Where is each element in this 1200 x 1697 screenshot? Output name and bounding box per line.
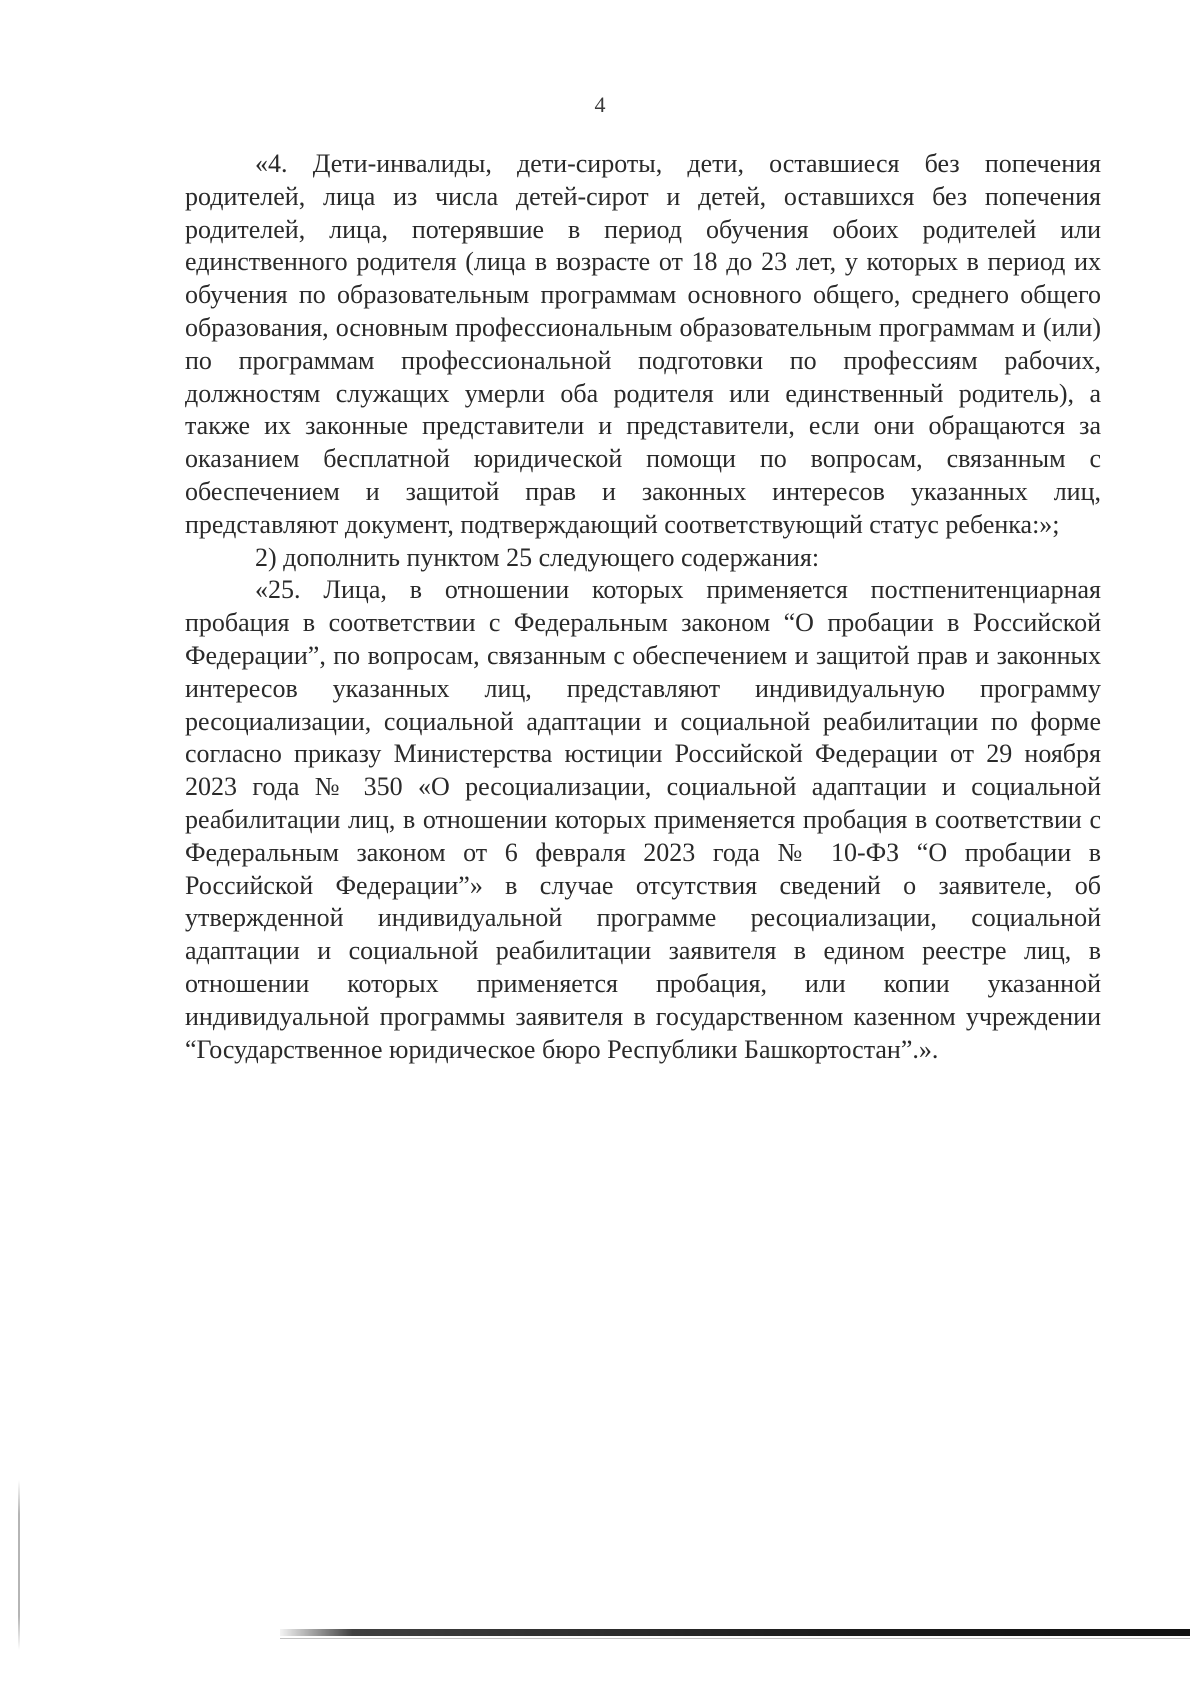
scan-edge-bottom-mark	[280, 1629, 1190, 1636]
scan-edge-left-mark	[18, 1480, 20, 1650]
scan-edge-bottom-line	[280, 1638, 1190, 1639]
document-body	[185, 148, 1101, 1066]
paragraph-item-4: «4. Дети-инвалиды, дети-сироты, дети, оставшиеся без попечения родителей, лица из числа детей-сирот и детей, оставшихся без попечения родителей, лица, потерявшие в период обучения обоих родителей или единственного родителя (лица в возрасте от 18 до 23 лет, у которых в период их обучения по образовательным программам основного общего, среднего общего образования, основным профессиональным образовательным программам и (или) по программам профессиональной подготовки по профессиям рабочих, должностям служащих умерли оба родителя или единственный родитель), а также их законные представители и представители, если они обращаются за оказанием бесплатной юридической помощи по вопросам, связанным с обеспечением и защитой прав и законных интересов указанных лиц, представляют документ, подтверждающий соответствующий статус ребенка:»;	[185, 149, 1101, 539]
paragraph-item-25: «25. Лица, в отношении которых применяется постпенитенциарная пробация в соответствии с Федеральным законом “О пробации в Российской Федерации”, по вопросам, связанным с обеспечением и защитой прав и законных интересов указанных лиц, представляют индивидуальную программу ресоциализации, социальной адаптации и социальной реабилитации по форме согласно приказу Министерства юстиции Российской Федерации от 29 ноября 2023 года № 350 «О ресоциализации, социальной адаптации и социальной реабилитации лиц, в отношении которых применяется пробация в соответствии с Федеральным законом от 6 февраля 2023 года № 10-ФЗ “О пробации в Российской Федерации”» в случае отсутствия сведений о заявителе, об утвержденной индивидуальной программе ресоциализации, социальной адаптации и социальной реабилитации заявителя в едином реестре лиц, в отношении которых применяется пробация, или копии указанной индивидуальной программы заявителя в государственном казенном учреждении “Государственное юридическое бюро Республики Башкортостан”.».	[185, 575, 1101, 1064]
paragraph-amendment-intro: 2) дополнить пунктом 25 следующего содержания:	[255, 542, 820, 572]
page-number: 4	[594, 92, 606, 117]
